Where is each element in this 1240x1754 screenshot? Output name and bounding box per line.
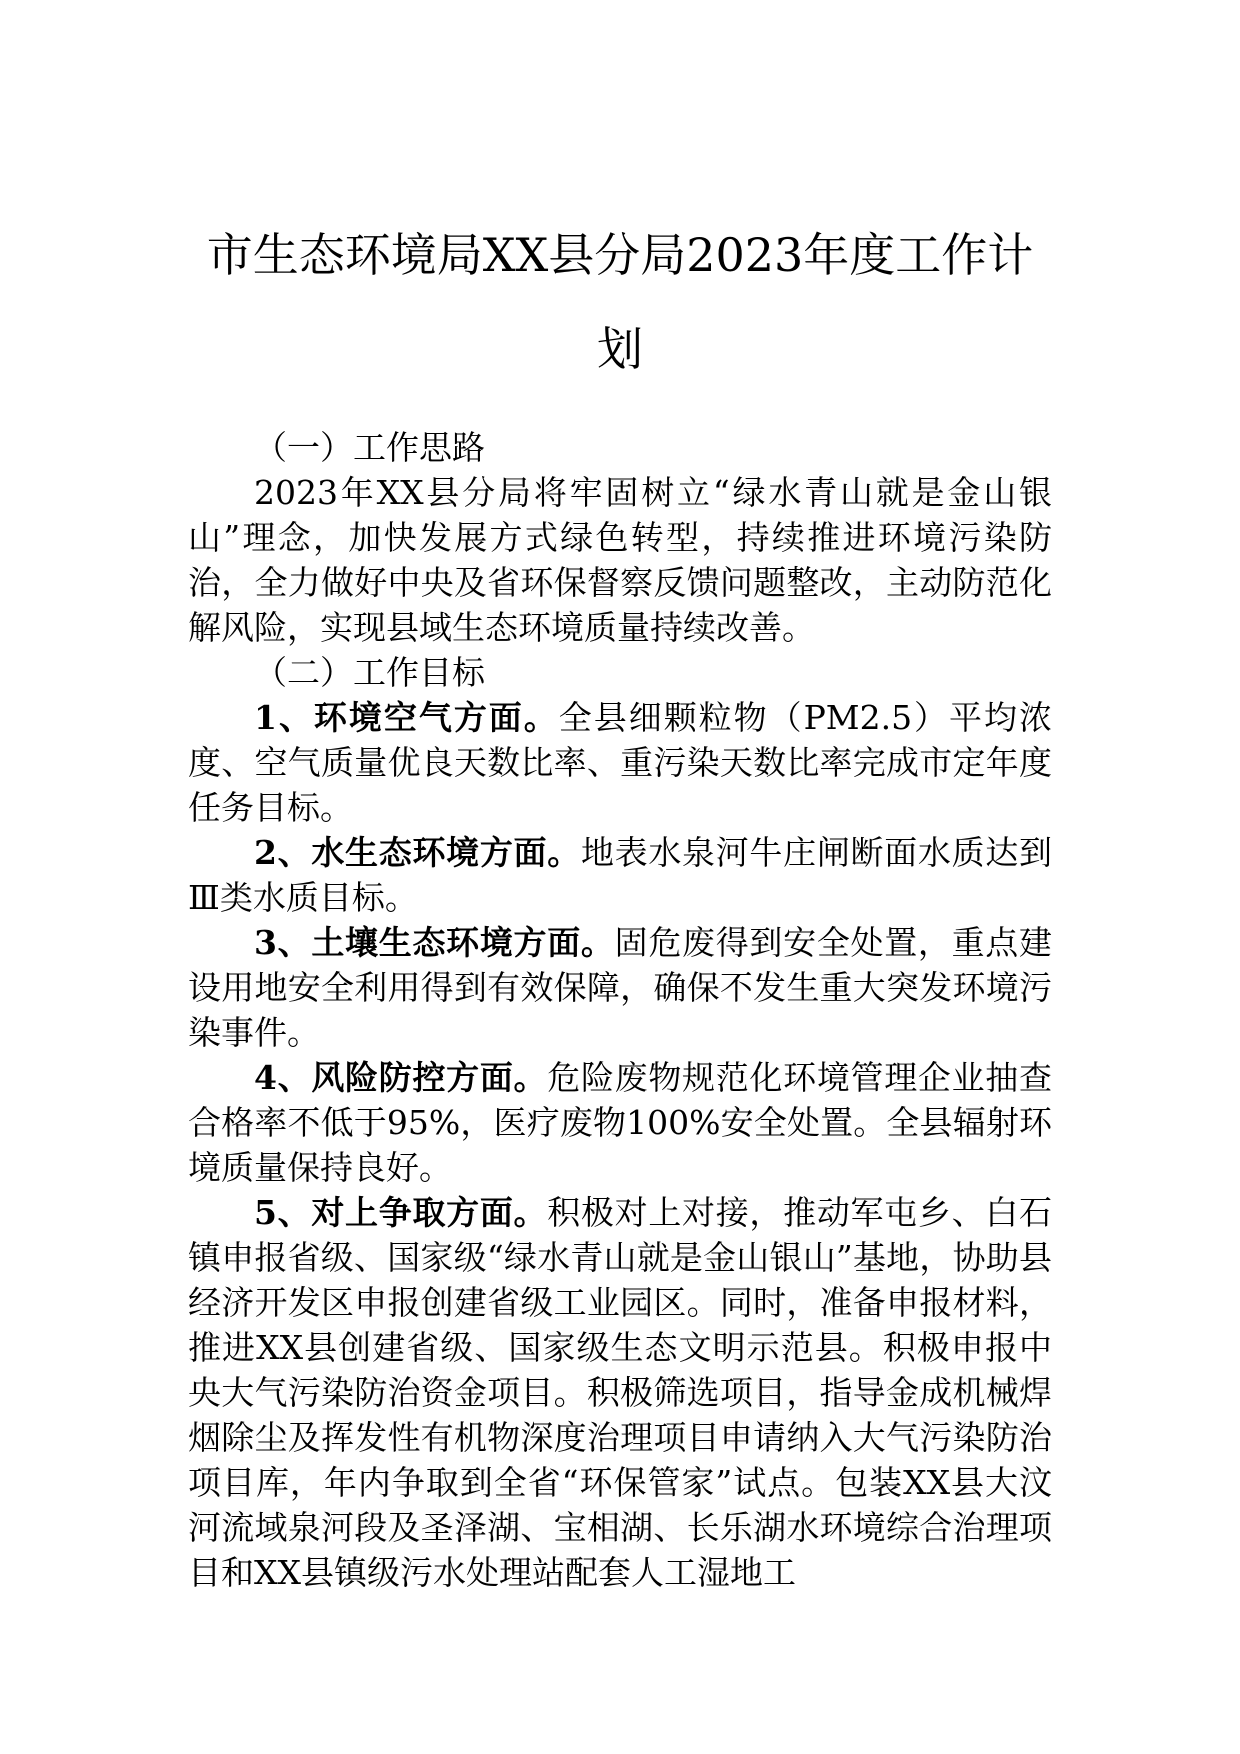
- paragraph-lead: 1、环境空气方面。: [254, 698, 559, 737]
- paragraph-text: 固危废得到安全处置，重点建设用地安全利用得到有效保障，确保不发生重大突发环境污染事件。: [188, 923, 1053, 1052]
- body-paragraph: [188, 1055, 1052, 1190]
- document-body: [188, 425, 1052, 1595]
- paragraph-text: 2023年XX县分局将牢固树立“绿水青山就是金山银山”理念，加快发展方式绿色转型，持续推进环境污染防治，全力做好中央及省环保督察反馈问题整改，主动防范化解风险，实现县域生态环境质量持续改善。: [188, 473, 1052, 647]
- body-paragraph: [188, 830, 1052, 920]
- body-paragraph: [188, 470, 1052, 650]
- paragraph-lead: 3、土壤生态环境方面。: [254, 923, 615, 962]
- document-title: 市生态环境局XX县分局2023年度工作计划: [206, 228, 1034, 376]
- paragraph-lead: 4、风险防控方面。: [254, 1058, 548, 1097]
- paragraph-text: 危险废物规范化环境管理企业抽查合格率不低于95%，医疗废物100%安全处置。全县辐射环境质量保持良好。: [188, 1058, 1053, 1187]
- paragraph-text: 积极对上对接，推动军屯乡、白石镇申报省级、国家级“绿水青山就是金山银山”基地，协助县经济开发区申报创建省级工业园区。同时，准备申报材料，推进XX县创建省级、国家级生态文明示范县。积极申报中央大气污染防治资金项目。积极筛选项目，指导金成机械焊烟除尘及挥发性有机物深度治理项目申请纳入大气污染防治项目库，年内争取到全省“环保管家”试点。包装XX县大汶河流域泉河段及圣泽湖、宝相湖、长乐湖水环境综合治理项目和XX县镇级污水处理站配套人工湿地工: [188, 1193, 1053, 1592]
- paragraph-lead: 5、对上争取方面。: [254, 1193, 548, 1232]
- paragraph-text: 全县细颗粒物（PM2.5）平均浓度、空气质量优良天数比率、重污染天数比率完成市定年度任务目标。: [188, 698, 1052, 827]
- section-heading: （一）工作思路: [254, 428, 485, 467]
- body-paragraph: [188, 695, 1052, 830]
- body-paragraph: [188, 1190, 1052, 1595]
- paragraph-text: 地表水泉河牛庄闸断面水质达到Ⅲ类水质目标。: [188, 833, 1052, 917]
- section-heading: （二）工作目标: [254, 653, 485, 692]
- body-paragraph: [188, 920, 1052, 1055]
- paragraph-lead: 2、水生态环境方面。: [254, 833, 581, 872]
